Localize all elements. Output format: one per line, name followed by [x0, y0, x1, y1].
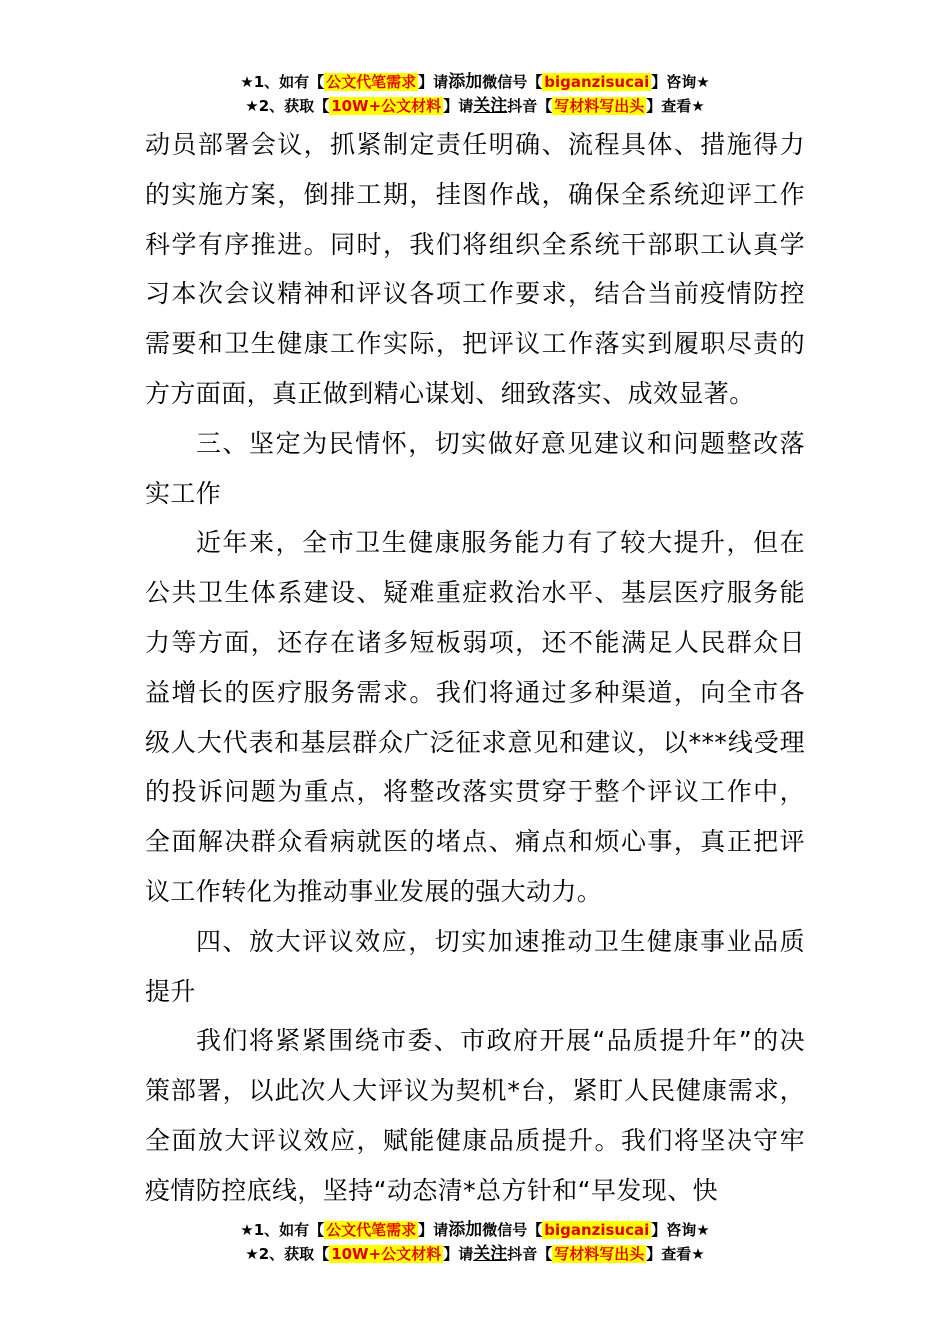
document-body: [145, 120, 805, 1216]
highlight-wechat-id: biganzisucai: [544, 73, 650, 91]
banner-line-1: ★1、如有【 公文代笔需求 】请添加微信号【 biganzisucai 】咨询★: [240, 1220, 710, 1240]
paragraph-1: 动员部署会议，抓紧制定责任明确、流程具体、措施得力的实施方案，倒排工期，挂图作战，确保全系统迎评工作科学有序推进。同时，我们将组织全系统干部职工认真学习本次会议精神和评议各项工作要求，结合当前疫情防控需要和卫生健康工作实际，把评议工作落实到履职尽责的方方面面，真正做到精心谋划、细致落实、成效显著。: [145, 130, 805, 408]
banner-line-1: ★1、如有【 公文代笔需求 】请添加微信号【 biganzisucai 】咨询★: [240, 72, 710, 92]
highlight-service: 公文代笔需求: [326, 1221, 417, 1239]
highlight-douyin-account: 写材料写出头: [554, 97, 645, 115]
highlight-materials: 10W+公文材料: [331, 1245, 442, 1263]
highlight-service: 公文代笔需求: [326, 73, 417, 91]
paragraph-2: 近年来，全市卫生健康服务能力有了较大提升，但在公共卫生体系建设、疑难重症救治水平、基层医疗服务能力等方面，还存在诸多短板弱项，还不能满足人民群众日益增长的医疗服务需求。我们将通过多种渠道，向全市各级人大代表和基层群众广泛征求意见和建议，以***线受理的投诉问题为重点，将整改落实贯穿于整个评议工作中，全面解决群众看病就医的堵点、痛点和烦心事，真正把评议工作转化为推动事业发展的强大动力。: [145, 528, 805, 906]
highlight-materials: 10W+公文材料: [331, 97, 442, 115]
paragraph-3: 我们将紧紧围绕市委、市政府开展“品质提升年”的决策部署，以此次人大评议为契机*台，紧盯人民健康需求，全面放大评议效应，赋能健康品质提升。我们将坚决守牢疫情防控底线，坚持“动态清*总方针和“早发现、快: [145, 1026, 805, 1205]
section-heading-4: 四、放大评议效应，切实加速推动卫生健康事业品质提升: [145, 926, 805, 1006]
banner-line-2: ★2、获取【 10W+公文材料 】请关注抖音【 写材料写出头 】查看★: [245, 1244, 705, 1264]
highlight-wechat-id: biganzisucai: [544, 1221, 650, 1239]
section-heading-3: 三、坚定为民情怀，切实做好意见建议和问题整改落实工作: [145, 428, 805, 508]
footer-banner: [0, 1218, 950, 1266]
header-banner: [0, 70, 950, 118]
highlight-douyin-account: 写材料写出头: [554, 1245, 645, 1263]
banner-line-2: ★2、获取【 10W+公文材料 】请关注抖音【 写材料写出头 】查看★: [245, 96, 705, 116]
